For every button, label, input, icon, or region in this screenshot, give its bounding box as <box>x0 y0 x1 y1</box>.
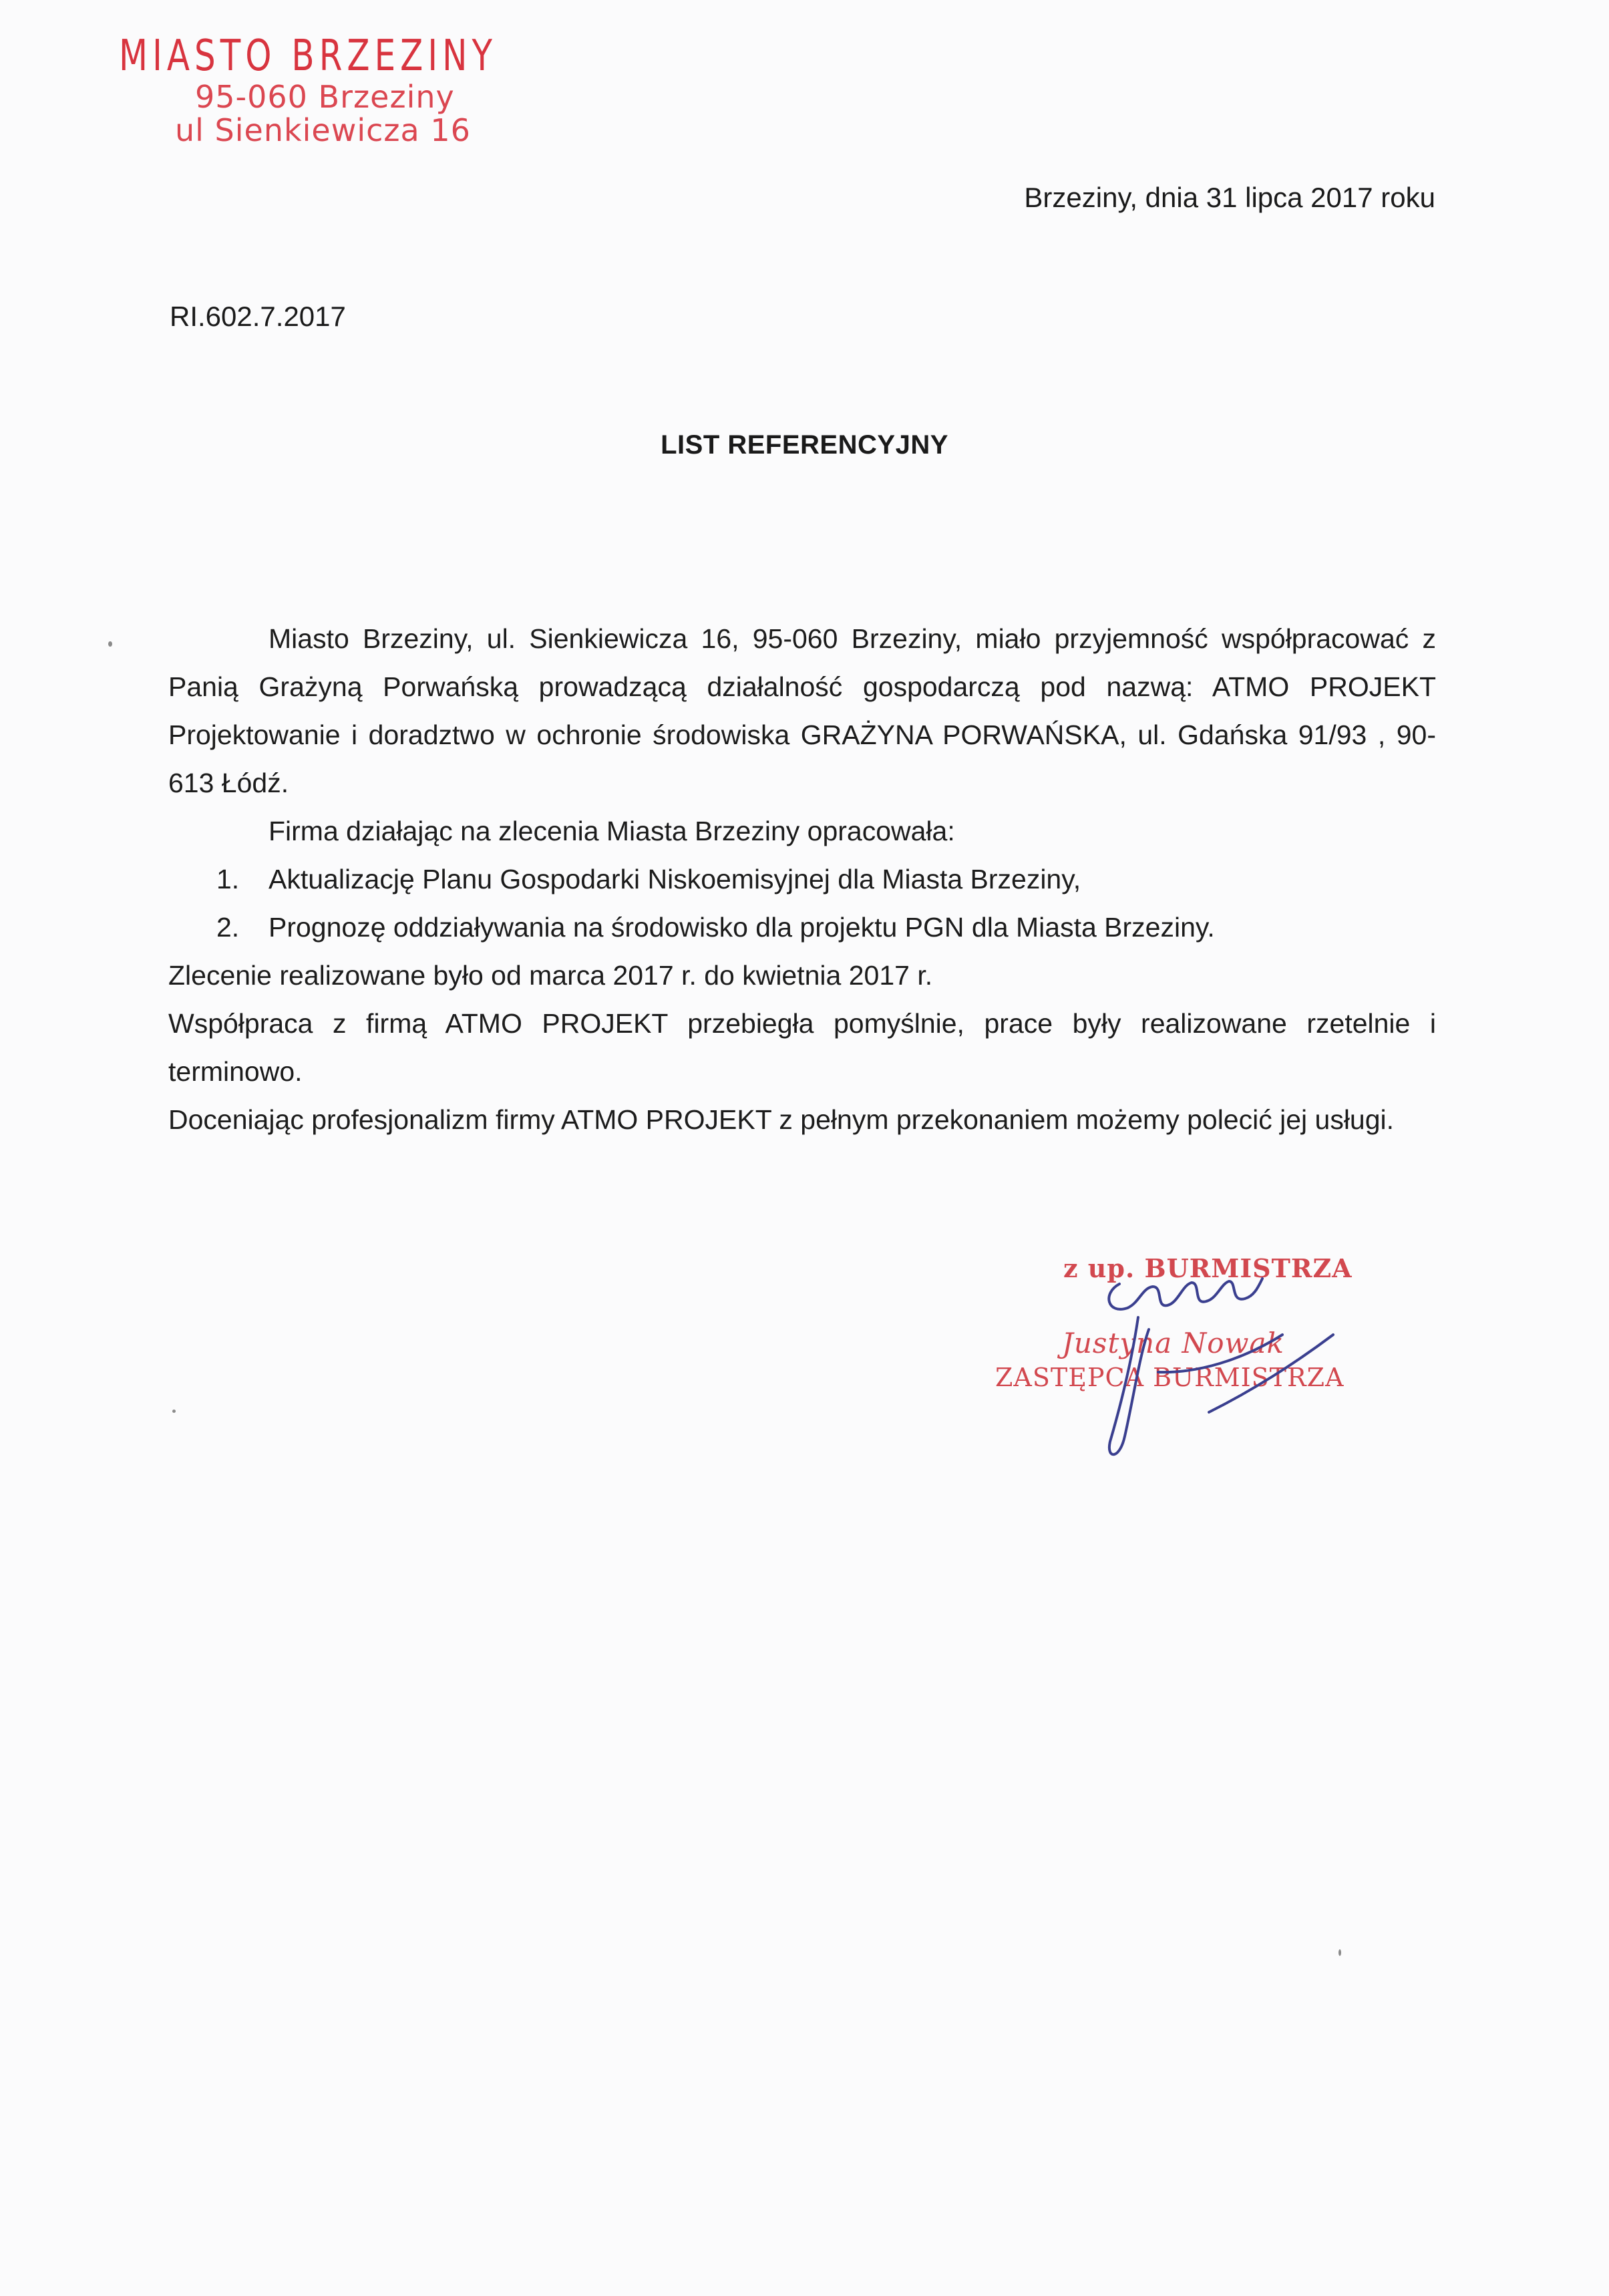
letter-body <box>168 615 1436 1144</box>
paragraph-cooperation: Współpraca z firmą ATMO PROJEKT przebiegła pomyślnie, prace były realizowane rzetelnie i terminowo. <box>168 1008 1436 1087</box>
signature-stamp <box>989 1229 1456 1510</box>
stamp-postal-code: 95-060 Brzeziny <box>195 79 455 115</box>
list-item <box>168 855 1436 903</box>
scan-speck <box>172 1410 176 1413</box>
document-title: LIST REFERENCYJNY <box>661 430 948 460</box>
scan-speck <box>108 641 112 647</box>
list-item-number: 1. <box>216 864 240 894</box>
stamp-city-name: MIASTO BRZEZINY <box>119 31 498 81</box>
date-line: Brzeziny, dnia 31 lipca 2017 roku <box>1024 182 1435 213</box>
paragraph-intro: Miasto Brzeziny, ul. Sienkiewicza 16, 95-060 Brzeziny, miało przyjemność współpracować z Panią Grażyną Porwańską prowadzącą działalność gospodarczą pod nazwą: ATMO PROJEKT Projektowanie i doradztwo w ochronie środowiska GRAŻYNA PORWAŃSKA, ul. Gdańska 91/93 , 90-613 Łódź. <box>168 623 1436 798</box>
signature-authority-line: z up. BURMISTRZA <box>1063 1253 1353 1283</box>
reference-number: RI.602.7.2017 <box>170 301 346 332</box>
list-item-number: 2. <box>216 912 240 943</box>
paragraph-work-intro: Firma działając na zlecenia Miasta Brzeziny opracowała: <box>269 816 955 846</box>
signatory-title: ZASTĘPCA BURMISTRZA <box>995 1363 1345 1392</box>
work-list <box>168 855 1436 951</box>
signatory-name: Justyna Nowak <box>1062 1327 1284 1359</box>
paragraph-recommendation: Doceniając profesjonalizm firmy ATMO PROJEKT z pełnym przekonaniem możemy polecić jej usługi. <box>168 1104 1395 1135</box>
stamp-street-address: ul Sienkiewicza 16 <box>175 112 471 148</box>
list-item <box>168 903 1436 951</box>
paragraph-period: Zlecenie realizowane było od marca 2017 r. do kwietnia 2017 r. <box>168 960 933 991</box>
list-item-text: Prognozę oddziaływania na środowisko dla projektu PGN dla Miasta Brzeziny. <box>269 912 1215 943</box>
scan-speck <box>1338 1949 1341 1956</box>
list-item-text: Aktualizację Planu Gospodarki Niskoemisyjnej dla Miasta Brzeziny, <box>269 864 1081 894</box>
handwritten-signature-icon <box>989 1229 1456 1510</box>
